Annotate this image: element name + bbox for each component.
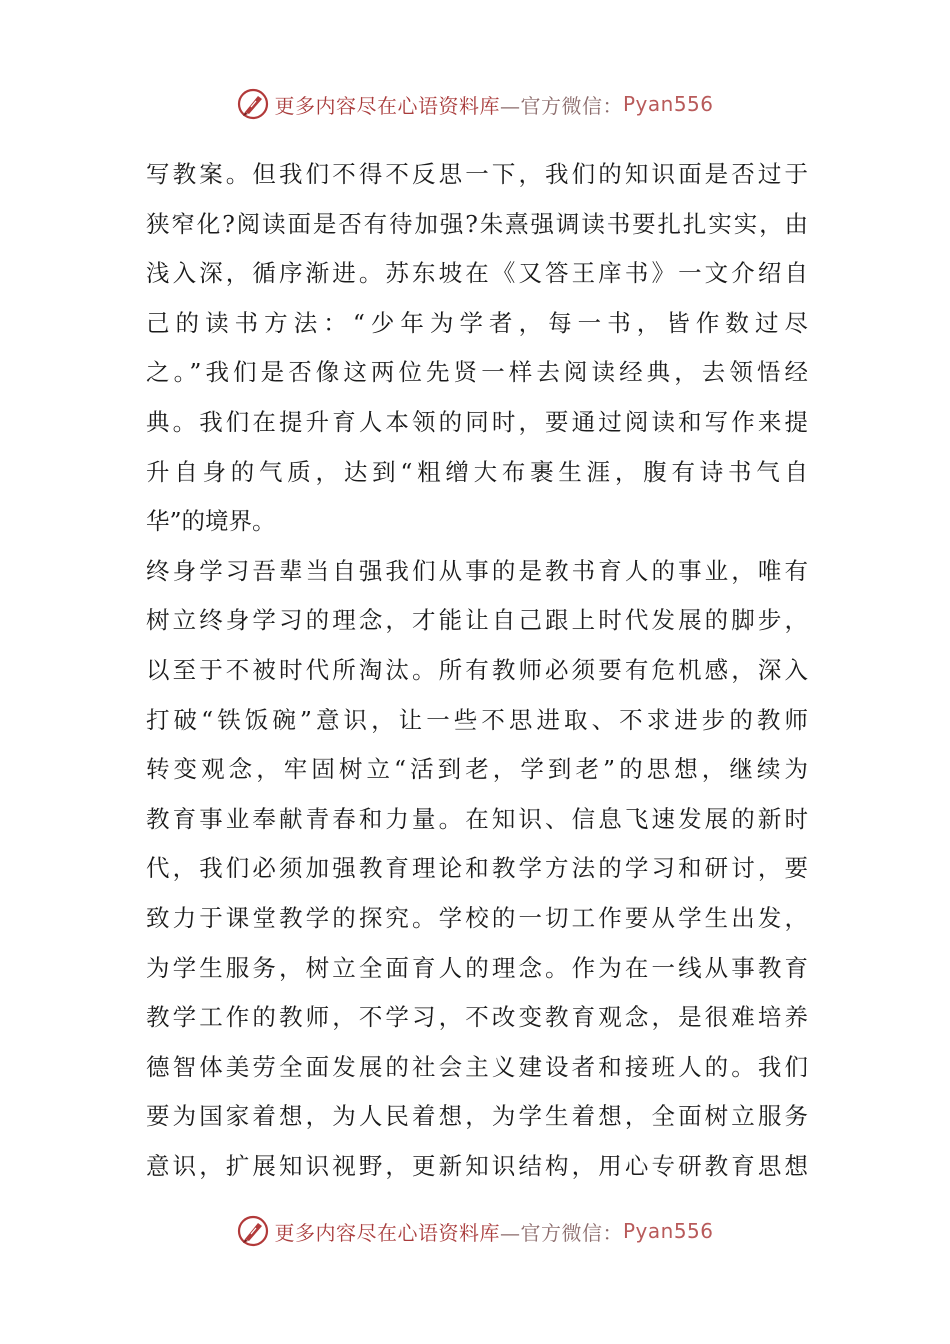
text-line: 升自身的气质，达到“粗缯大布裹生涯，腹有诗书气自 — [146, 457, 808, 486]
banner-main-text: 更多内容尽在心语资料库 — [274, 1220, 500, 1245]
paragraph — [146, 150, 808, 547]
text-line: 要为国家着想，为人民着想，为学生着想，全面树立服务 — [146, 1102, 808, 1131]
header-banner — [0, 84, 950, 124]
text-line: 浅入深，循序渐进。苏东坡在《又答王庠书》一文介绍自 — [146, 259, 808, 288]
banner-suffix-text: —官方微信： — [499, 1220, 623, 1245]
text-line: 写教案。但我们不得不反思一下，我们的知识面是否过于 — [146, 160, 808, 188]
text-line: 德智体美劳全面发展的社会主义建设者和接班人的。我们 — [146, 1052, 808, 1081]
text-line: 终身学习吾辈当自强我们从事的是教书育人的事业，唯有 — [146, 556, 808, 585]
text-line: 意识，扩展知识视野，更新知识结构，用心专研教育思想 — [146, 1151, 808, 1180]
text-line: 华”的境界。 — [146, 507, 276, 536]
text-line: 代，我们必须加强教育理论和教学方法的学习和研讨，要 — [146, 854, 808, 883]
text-line: 打破“铁饭碗”意识，让一些不思进取、不求进步的教师 — [146, 705, 808, 734]
text-line: 教学工作的教师，不学习，不改变教育观念，是很难培养 — [146, 1003, 808, 1032]
banner-wechat-id: Pyan556 — [622, 1219, 714, 1243]
footer-banner — [0, 1211, 950, 1251]
document-body — [146, 150, 808, 1191]
pen-nib-logo-icon — [236, 1214, 270, 1248]
text-line: 教育事业奉献青春和力量。在知识、信息飞速发展的新时 — [146, 804, 808, 833]
banner-main-text: 更多内容尽在心语资料库 — [274, 93, 500, 118]
text-line: 转变观念，牢固树立“活到老，学到老”的思想，继续为 — [146, 755, 808, 784]
banner-wechat-id: Pyan556 — [622, 92, 714, 116]
banner-suffix-text: —官方微信： — [499, 93, 623, 118]
paragraph — [146, 547, 808, 1192]
pen-nib-logo-icon — [236, 87, 270, 121]
text-line: 狭窄化?阅读面是否有待加强?朱熹强调读书要扎扎实实，由 — [146, 209, 808, 238]
text-line: 以至于不被时代所淘汰。所有教师必须要有危机感，深入 — [146, 655, 808, 684]
text-line: 己的读书方法：“少年为学者，每一书，皆作数过尽 — [146, 308, 808, 337]
text-line: 之。”我们是否像这两位先贤一样去阅读经典，去领悟经 — [146, 358, 808, 387]
text-line: 致力于课堂教学的探究。学校的一切工作要从学生出发， — [146, 903, 808, 932]
text-line: 典。我们在提升育人本领的同时，要通过阅读和写作来提 — [146, 407, 808, 436]
text-line: 树立终身学习的理念，才能让自己跟上时代发展的脚步， — [146, 606, 808, 635]
text-line: 为学生服务，树立全面育人的理念。作为在一线从事教育 — [146, 953, 808, 982]
